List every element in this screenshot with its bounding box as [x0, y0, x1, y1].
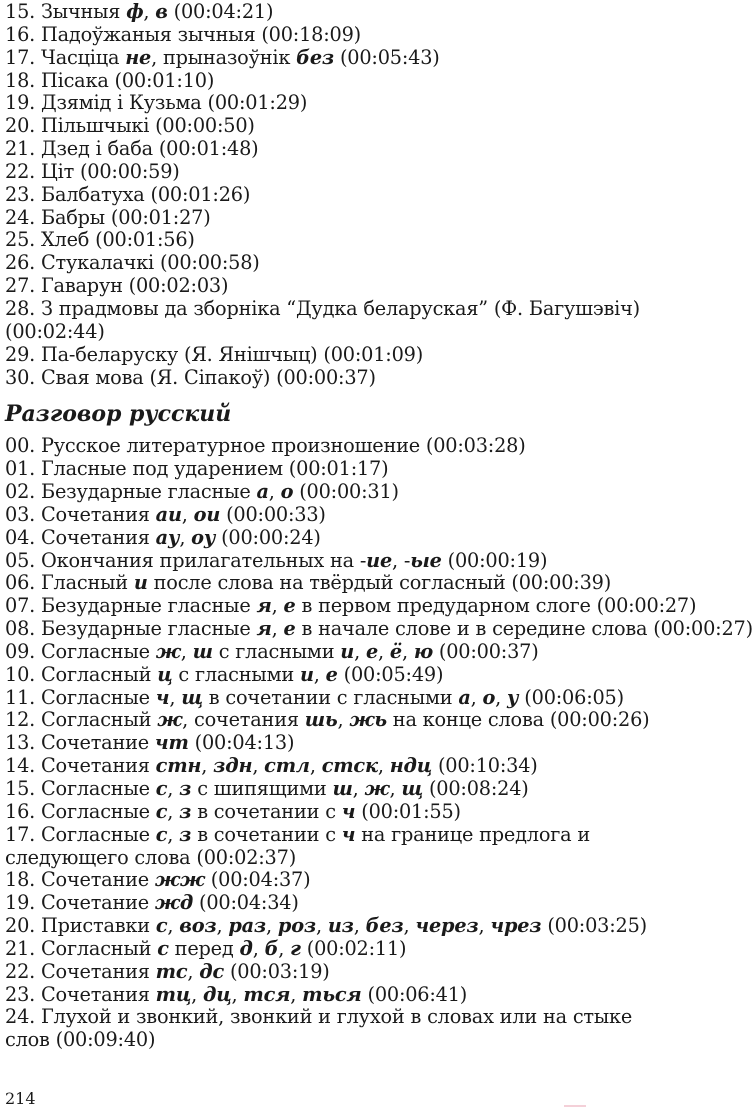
item-text: 21. Согласный: [5, 936, 158, 960]
list-item: [5, 138, 669, 161]
emphasized-text: стл: [264, 754, 310, 778]
list-item: [5, 550, 669, 573]
emphasized-text: я: [256, 617, 272, 641]
emphasized-text: ч: [341, 822, 356, 846]
item-text: после слова на твёрдый согласный (00:00:39): [147, 571, 612, 595]
list-item: [5, 961, 669, 984]
list-item: [5, 435, 669, 458]
list-item: [5, 938, 669, 961]
item-text: ,: [354, 639, 366, 663]
item-text: (00:06:41): [361, 982, 468, 1006]
emphasized-text: з: [179, 777, 192, 800]
item-text: ,: [266, 914, 278, 938]
list-item: [5, 1006, 669, 1052]
emphasized-text: шь: [304, 708, 338, 732]
item-text: ,: [268, 480, 281, 504]
item-text: ,: [271, 617, 284, 641]
item-text: ,: [337, 708, 350, 732]
item-text: (00:04:34): [193, 891, 299, 915]
item-text: ,: [187, 959, 200, 983]
list-item: [5, 458, 669, 481]
list-item: [5, 709, 669, 732]
emphasized-text: о: [482, 685, 496, 709]
emphasized-text: без: [296, 45, 335, 69]
item-text: 17. Часціца: [5, 45, 126, 69]
item-text: 05. Окончания прилагательных на -: [5, 548, 367, 572]
item-text: 07. Безударные гласные: [5, 594, 257, 618]
emphasized-text: оу: [191, 525, 216, 549]
emphasized-text: аи: [155, 502, 182, 526]
item-text: ,: [290, 982, 303, 1006]
item-text: с гласными: [212, 639, 341, 663]
section-heading: Разговор русский: [5, 401, 232, 428]
item-text: 10. Согласный: [5, 662, 158, 686]
list-item: [5, 617, 753, 641]
emphasized-text: а: [256, 480, 269, 504]
item-text: 06. Гласный: [5, 571, 134, 595]
item-text: 23. Балбатуха (00:01:26): [5, 182, 251, 206]
emphasized-text: жж: [154, 868, 205, 892]
emphasized-text: ш: [192, 639, 213, 663]
item-text: (00:00:19): [441, 548, 548, 572]
emphasized-text: с: [155, 777, 168, 800]
item-text: ,: [167, 822, 180, 846]
emphasized-text: с: [155, 822, 168, 846]
item-text: ,: [167, 777, 180, 800]
item-text: ,: [143, 0, 156, 23]
item-text: ,: [167, 914, 180, 938]
item-text: 14. Сочетания: [5, 754, 156, 778]
item-text: в сочетании с: [191, 822, 342, 846]
item-text: 16. Падоўжаныя зычныя (00:18:09): [5, 22, 361, 46]
item-text: (00:03:25): [541, 914, 647, 938]
emphasized-text: тц: [155, 982, 192, 1006]
emphasized-text: жь: [349, 708, 387, 732]
emphasized-text: ои: [193, 502, 221, 526]
item-text: 13. Сочетание: [5, 731, 155, 755]
emphasized-text: ч: [155, 685, 170, 709]
item-text: ,: [252, 754, 265, 778]
item-text: (00:05:49): [337, 662, 444, 686]
item-text: с гласными: [172, 662, 300, 686]
item-text: (00:04:21): [167, 0, 274, 23]
item-text: ,: [352, 777, 365, 800]
emphasized-text: б: [264, 936, 279, 960]
item-text: ,: [478, 914, 491, 938]
item-text: (00:10:34): [432, 754, 538, 778]
emphasized-text: из: [327, 914, 354, 938]
item-text: ,: [309, 754, 322, 778]
list-item: [5, 892, 669, 915]
item-text: 03. Сочетания: [5, 502, 156, 526]
emphasized-text: через: [415, 914, 479, 938]
list-item: [5, 298, 669, 344]
list-item: [5, 47, 669, 70]
item-text: , прыназоўнік: [151, 45, 297, 69]
emphasized-text: и: [299, 662, 314, 686]
item-text: (00:02:11): [300, 936, 407, 960]
item-text: с шипящими: [191, 777, 333, 800]
page-number: 214: [5, 1089, 36, 1108]
item-text: 28. З прадмовы да зборніка “Дудка беларуская” (Ф. Багушэвіч) (00:02:44): [5, 296, 640, 343]
list-item: [5, 115, 669, 138]
item-text: (00:06:05): [518, 685, 624, 709]
item-text: ,: [180, 639, 193, 663]
item-text: ,: [271, 594, 284, 618]
emphasized-text: е: [283, 594, 296, 618]
item-text: ,: [167, 799, 180, 823]
list-item: [5, 527, 669, 550]
list-item: [5, 1, 669, 24]
list-item: [5, 755, 669, 778]
item-text: 25. Хлеб (00:01:56): [5, 228, 195, 252]
item-text: (00:00:24): [215, 525, 321, 549]
item-text: 20. Приставки: [5, 914, 156, 938]
emphasized-text: с: [155, 799, 168, 823]
emphasized-text: не: [125, 45, 152, 69]
item-text: 16. Согласные: [5, 799, 156, 823]
emphasized-text: роз: [277, 914, 316, 938]
emphasized-text: е: [325, 662, 338, 686]
emphasized-text: ч: [341, 799, 356, 823]
emphasized-text: и: [133, 571, 148, 595]
list-item: [5, 572, 669, 595]
item-text: 02. Безударные гласные: [5, 480, 257, 504]
emphasized-text: ж: [364, 777, 390, 800]
item-text: ,: [181, 502, 194, 526]
item-text: на границе предлога и следующего слова (00:02:37): [5, 822, 591, 869]
item-text: 04. Сочетания: [5, 525, 156, 549]
emphasized-text: ие: [366, 548, 393, 572]
item-text: 24. Глухой и звонкий, звонкий и глухой в словах или на стыке слов (00:09:40): [5, 1005, 633, 1052]
item-text: (00:08:24): [423, 777, 529, 800]
list-item: [5, 732, 669, 755]
item-text: 11. Согласные: [5, 685, 156, 709]
emphasized-text: ф: [126, 0, 144, 23]
emphasized-text: а: [458, 685, 471, 709]
emphasized-text: тся: [243, 982, 291, 1006]
item-text: ,: [252, 936, 265, 960]
page-corner-mark: [564, 1105, 586, 1113]
russian-track-list: [5, 434, 753, 1052]
list-item: [5, 869, 669, 892]
document-page: [5, 0, 753, 1052]
emphasized-text: я: [256, 594, 272, 618]
item-text: ,: [315, 914, 328, 938]
item-text: ,: [169, 685, 182, 709]
list-item: [5, 824, 669, 870]
item-text: , сочетания: [182, 708, 305, 732]
list-item: [5, 984, 669, 1007]
emphasized-text: стск: [321, 754, 378, 778]
list-item: [5, 275, 669, 298]
item-text: 27. Гаварун (00:02:03): [5, 274, 229, 298]
emphasized-text: у: [507, 685, 519, 709]
item-text: ,: [201, 754, 214, 778]
item-text: 23. Сочетания: [5, 982, 156, 1006]
emphasized-text: дс: [199, 959, 225, 983]
emphasized-text: ые: [410, 548, 442, 572]
list-item: [5, 641, 669, 664]
item-text: 24. Бабры (00:01:27): [5, 205, 211, 229]
emphasized-text: ё: [389, 639, 402, 663]
item-text: в первом предударном слоге (00:00:27): [295, 594, 697, 618]
item-text: 12. Согласный: [5, 708, 158, 732]
item-text: в сочетании с: [191, 799, 342, 823]
item-text: 22. Сочетания: [5, 959, 156, 983]
item-text: ,: [403, 914, 416, 938]
emphasized-text: ж: [155, 639, 181, 663]
emphasized-text: дц: [203, 982, 232, 1006]
list-item: [5, 481, 669, 504]
emphasized-text: ш: [332, 777, 353, 800]
item-text: в сочетании с гласными: [202, 685, 459, 709]
emphasized-text: жд: [154, 891, 194, 915]
list-item: [5, 801, 669, 824]
item-text: (00:00:33): [220, 502, 326, 526]
emphasized-text: е: [365, 639, 379, 663]
list-item: [5, 687, 669, 710]
emphasized-text: воз: [179, 914, 217, 938]
emphasized-text: ж: [157, 708, 183, 732]
emphasized-text: д: [239, 936, 253, 960]
emphasized-text: ау: [155, 525, 180, 549]
emphasized-text: с: [155, 914, 168, 938]
item-text: ,: [377, 754, 390, 778]
list-item: [5, 594, 697, 618]
item-text: 18. Пісака (00:01:10): [5, 68, 215, 92]
emphasized-text: раз: [228, 914, 267, 938]
emphasized-text: с: [157, 936, 169, 960]
list-item: [5, 664, 669, 687]
item-text: ,: [495, 685, 508, 709]
item-text: 15. Согласные: [5, 777, 156, 800]
emphasized-text: в: [155, 0, 168, 23]
list-item: [5, 367, 669, 390]
emphasized-text: щ: [181, 685, 203, 709]
emphasized-text: чрез: [490, 914, 542, 938]
emphasized-text: е: [283, 617, 296, 641]
item-text: ,: [313, 662, 326, 686]
item-text: 18. Сочетание: [5, 868, 155, 892]
item-text: ,: [216, 914, 229, 938]
emphasized-text: и: [340, 639, 355, 663]
item-text: ,: [179, 525, 192, 549]
emphasized-text: без: [365, 914, 404, 938]
item-text: ,: [353, 914, 366, 938]
item-text: ,: [378, 639, 390, 663]
item-text: ,: [278, 936, 291, 960]
item-text: 20. Пільшчыкі (00:00:50): [5, 114, 255, 138]
emphasized-text: ц: [157, 662, 173, 686]
list-item: [5, 24, 669, 47]
emphasized-text: здн: [213, 754, 253, 778]
list-item: [5, 207, 669, 230]
item-text: (00:05:43): [334, 45, 440, 69]
emphasized-text: з: [179, 822, 192, 846]
item-text: , -: [392, 548, 411, 572]
item-text: ,: [470, 685, 483, 709]
list-item: [5, 161, 669, 184]
item-text: перед: [168, 936, 240, 960]
item-text: на конце слова (00:00:26): [386, 708, 650, 732]
item-text: 21. Дзед і баба (00:01:48): [5, 137, 259, 161]
item-text: 00. Русское литературное произношение (00:03:28): [5, 434, 526, 458]
item-text: 30. Свая мова (Я. Сіпакоў) (00:00:37): [5, 365, 376, 389]
item-text: 01. Гласные под ударением (00:01:17): [5, 457, 389, 481]
list-item: [5, 504, 669, 527]
item-text: 19. Сочетание: [5, 891, 155, 915]
list-item: [5, 344, 669, 367]
item-text: ,: [191, 982, 204, 1006]
emphasized-text: ю: [413, 639, 433, 663]
emphasized-text: ндц: [389, 754, 433, 778]
emphasized-text: чт: [154, 731, 189, 755]
list-item: [5, 915, 669, 938]
item-text: (00:00:31): [293, 480, 399, 504]
item-text: 08. Безударные гласные: [5, 617, 257, 641]
item-text: 17. Согласные: [5, 822, 156, 846]
item-text: 26. Стукалачкі (00:00:58): [5, 251, 260, 275]
item-text: 22. Ціт (00:00:59): [5, 159, 180, 183]
emphasized-text: г: [290, 936, 301, 960]
item-text: (00:01:55): [355, 799, 461, 823]
item-text: 29. Па-беларуску (Я. Янішчыц) (00:01:09): [5, 342, 424, 366]
item-text: (00:04:37): [204, 868, 311, 892]
emphasized-text: о: [280, 480, 294, 504]
item-text: 15. Зычныя: [5, 0, 127, 23]
list-item: [5, 184, 669, 207]
list-item: [5, 92, 669, 115]
item-text: ,: [401, 639, 414, 663]
item-text: (00:00:37): [432, 639, 539, 663]
item-text: (00:04:13): [188, 731, 295, 755]
emphasized-text: ться: [302, 982, 362, 1006]
list-item: [5, 70, 669, 93]
belarusian-track-list: [5, 0, 669, 389]
emphasized-text: з: [179, 799, 192, 823]
item-text: 09. Согласные: [5, 639, 156, 663]
list-item: [5, 229, 669, 252]
emphasized-text: стн: [155, 754, 202, 778]
item-text: (00:03:19): [224, 959, 330, 983]
list-item: [5, 778, 669, 801]
emphasized-text: щ: [401, 777, 424, 800]
emphasized-text: тс: [155, 959, 188, 983]
item-text: в начале слове и в середине слова (00:00:27): [295, 617, 753, 641]
item-text: ,: [231, 982, 244, 1006]
item-text: 19. Дзямід і Кузьма (00:01:29): [5, 91, 308, 115]
item-text: ,: [389, 777, 402, 800]
list-item: [5, 252, 669, 275]
